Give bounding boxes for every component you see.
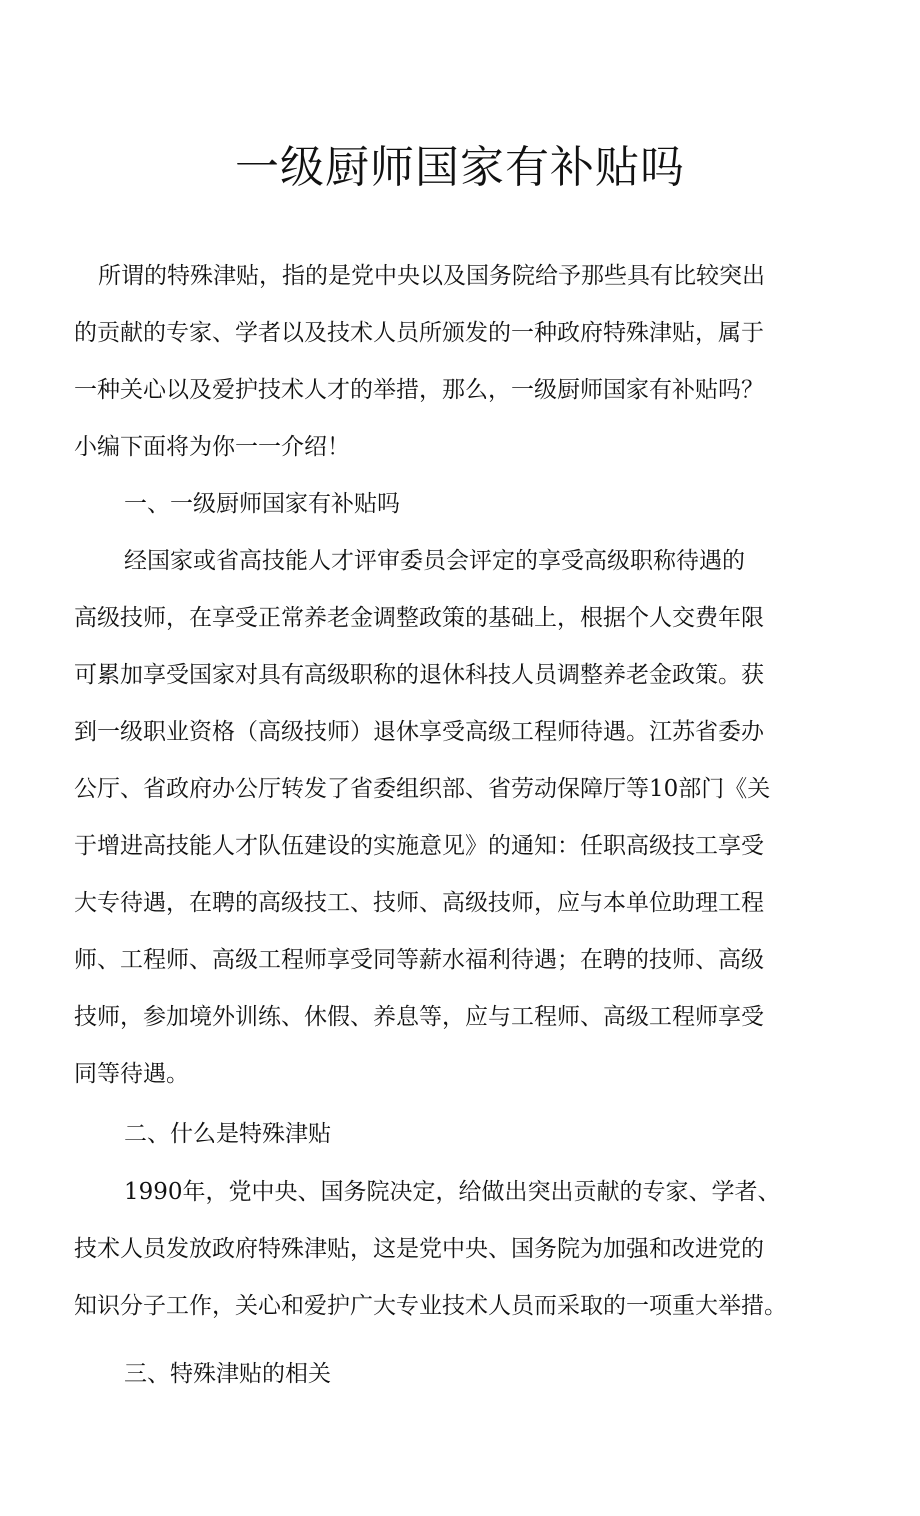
paragraph-line: 公厅、省政府办公厅转发了省委组织部、省劳动保障厅等10部门《关 [74, 776, 771, 802]
paragraph-line: 1990年，党中央、国务院决定，给做出突出贡献的专家、学者、 [124, 1179, 781, 1205]
paragraph-line: 技术人员发放政府特殊津贴，这是党中央、国务院为加强和改进党的 [74, 1236, 764, 1262]
paragraph-line: 小编下面将为你一一介绍！ [74, 434, 350, 460]
paragraph-line: 知识分子工作，关心和爱护广大专业技术人员而采取的一项重大举措。 [74, 1293, 787, 1319]
paragraph-line: 技师，参加境外训练、休假、养息等，应与工程师、高级工程师享受 [74, 1004, 764, 1030]
section-heading: 三、特殊津贴的相关 [124, 1361, 331, 1387]
paragraph-line: 所谓的特殊津贴，指的是党中央以及国务院给予那些具有比较突出 [98, 263, 765, 289]
paragraph-line: 经国家或省高技能人才评审委员会评定的享受高级职称待遇的 [124, 548, 745, 574]
paragraph-line: 于增进高技能人才队伍建设的实施意见》的通知：任职高级技工享受 [74, 833, 764, 859]
paragraph-line: 一种关心以及爱护技术人才的举措，那么，一级厨师国家有补贴吗？ [74, 377, 764, 403]
document-title: 一级厨师国家有补贴吗 [235, 142, 685, 193]
paragraph-line: 可累加享受国家对具有高级职称的退休科技人员调整养老金政策。获 [74, 662, 764, 688]
paragraph-line: 的贡献的专家、学者以及技术人员所颁发的一种政府特殊津贴，属于 [74, 320, 764, 346]
section-heading: 二、什么是特殊津贴 [124, 1121, 331, 1147]
paragraph-line: 高级技师，在享受正常养老金调整政策的基础上，根据个人交费年限 [74, 605, 764, 631]
paragraph-line: 到一级职业资格（高级技师）退休享受高级工程师待遇。江苏省委办 [74, 719, 764, 745]
paragraph-line: 同等待遇。 [74, 1061, 189, 1087]
paragraph-line: 师、工程师、高级工程师享受同等薪水福利待遇；在聘的技师、高级 [74, 947, 764, 973]
section-heading: 一、一级厨师国家有补贴吗 [124, 491, 400, 517]
paragraph-line: 大专待遇，在聘的高级技工、技师、高级技师，应与本单位助理工程 [74, 890, 764, 916]
